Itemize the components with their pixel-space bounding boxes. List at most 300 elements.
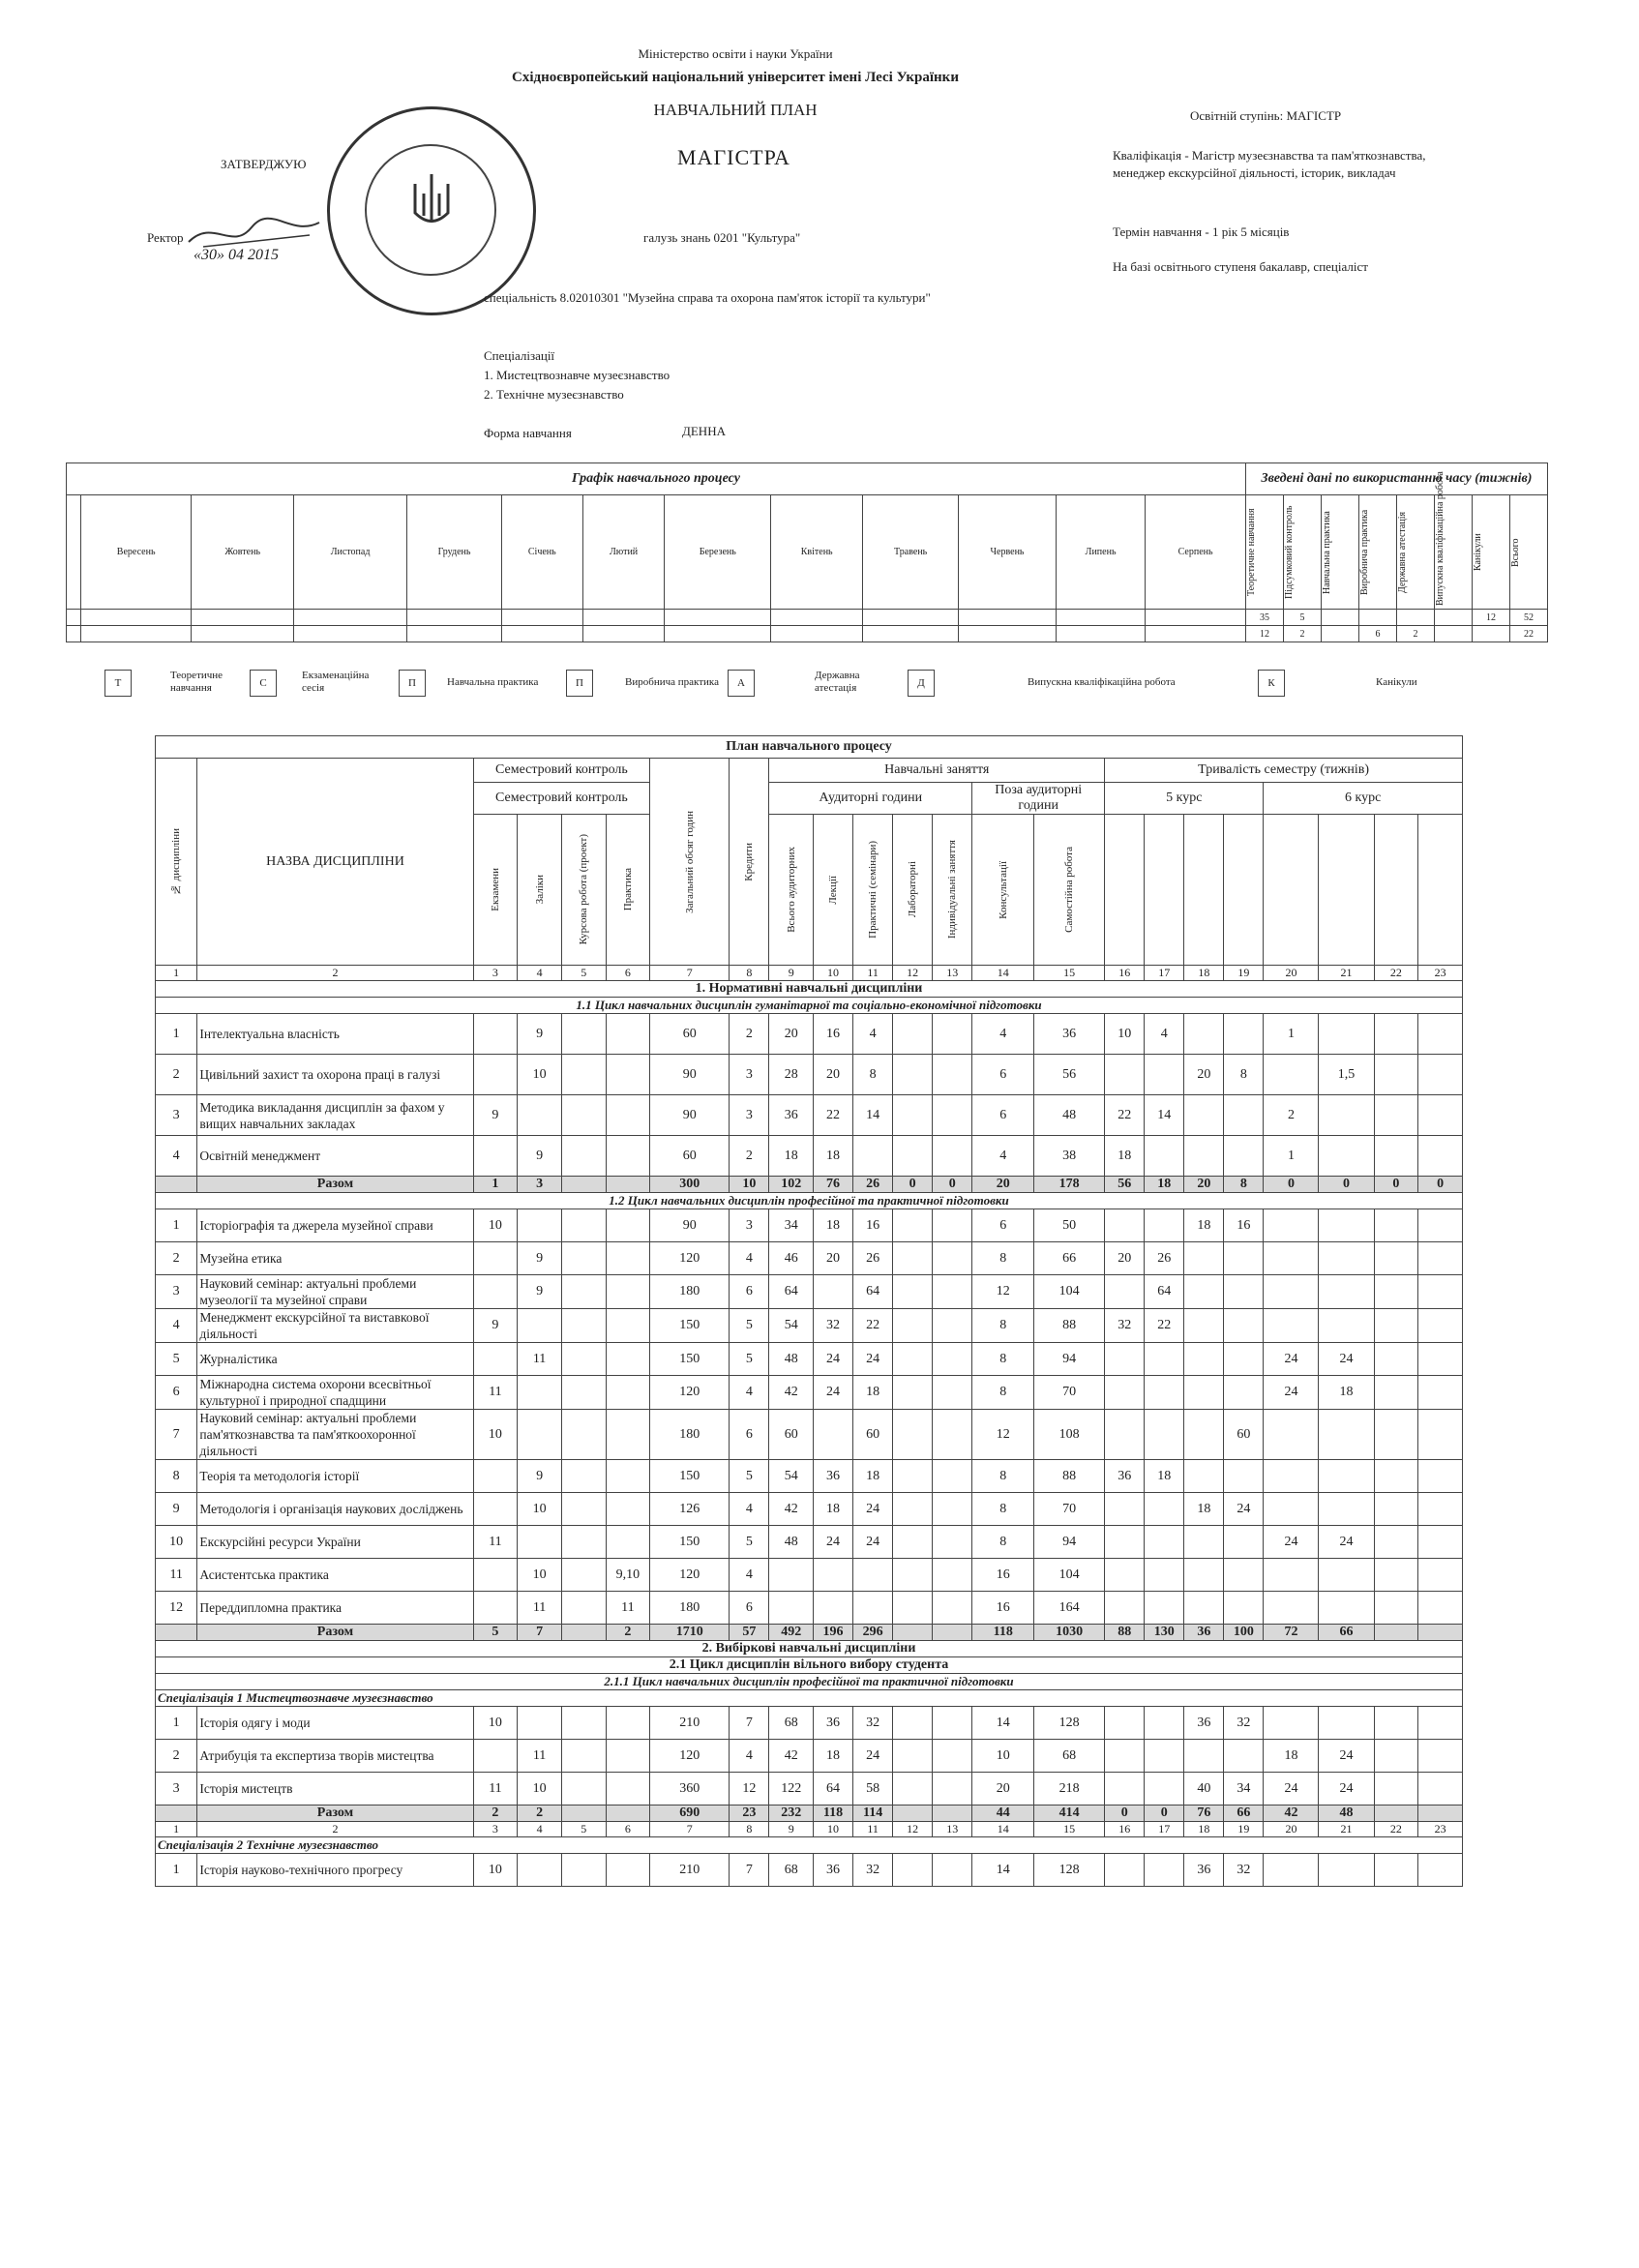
sum-week: 8 — [1224, 1177, 1264, 1193]
cell-ex — [473, 1136, 518, 1177]
cell-ex — [473, 1559, 518, 1592]
column-number: 13 — [933, 1822, 972, 1837]
approval-date: «30» 04 2015 — [194, 247, 279, 263]
column-number: 12 — [893, 1822, 933, 1837]
cell-ind — [933, 1095, 972, 1136]
sum-tot: 690 — [650, 1805, 730, 1822]
cell-s6: 24 — [1319, 1343, 1374, 1376]
cell-sem: 32 — [853, 1707, 893, 1740]
cell-s2: 26 — [1145, 1242, 1184, 1275]
discipline-name: Екскурсійні ресурси України — [197, 1526, 473, 1559]
summary-col-thesis: Випускна кваліфікаційна робота — [1435, 470, 1445, 606]
sum-week: 0 — [1145, 1805, 1184, 1822]
cell-ind — [933, 1773, 972, 1805]
cell-s3 — [1184, 1526, 1224, 1559]
cell-s3 — [1184, 1275, 1224, 1309]
cell-t2 — [1319, 1014, 1374, 1055]
cell-x1 — [1374, 1493, 1418, 1526]
cell-sem: 32 — [853, 1854, 893, 1887]
cell-cw — [561, 1460, 606, 1493]
header-credits: Кредити — [743, 842, 756, 881]
discipline-name: Атрибуція та експертиза творів мистецтва — [197, 1740, 473, 1773]
cell-s5 — [1264, 1559, 1319, 1592]
cell-s4: 24 — [1224, 1493, 1264, 1526]
cell-n: 9 — [156, 1493, 197, 1526]
cell-tot: 60 — [650, 1014, 730, 1055]
cell-x1 — [1374, 1055, 1418, 1095]
cell-s1 — [1105, 1376, 1145, 1410]
cell-n: 5 — [156, 1343, 197, 1376]
specialization-2-title: Спеціалізація 2 Технічне музеєзнавство — [156, 1837, 1463, 1854]
cell-ind — [933, 1740, 972, 1773]
column-number: 2 — [197, 966, 473, 981]
cell-ex — [473, 1460, 518, 1493]
cell-lab — [893, 1773, 933, 1805]
section-1-2-total — [156, 1625, 1463, 1641]
cell-con: 10 — [972, 1740, 1034, 1773]
cell-t1 — [1264, 1055, 1319, 1095]
column-number: 15 — [1034, 966, 1105, 981]
cell-lab — [893, 1055, 933, 1095]
cell-lec: 36 — [814, 1854, 853, 1887]
discipline-name: Цивільний захист та охорона праці в галузі — [197, 1055, 473, 1095]
cell-tot: 180 — [650, 1592, 730, 1625]
cell-con: 14 — [972, 1854, 1034, 1887]
cell-pr — [606, 1014, 650, 1055]
cell-pr — [606, 1740, 650, 1773]
sum-week: 66 — [1319, 1625, 1374, 1641]
table-row — [156, 1343, 1463, 1376]
discipline-name: Міжнародна система охорони всесвітньої культурної і природної спадщини — [197, 1376, 473, 1410]
cell-s3 — [1184, 1242, 1224, 1275]
section-1-2-rows — [156, 1209, 1463, 1625]
cell-s5 — [1264, 1854, 1319, 1887]
table-row — [156, 1275, 1463, 1309]
cell-ind — [933, 1707, 972, 1740]
month-jul: Липень — [1056, 495, 1145, 610]
cell-s1 — [1105, 1055, 1145, 1095]
cell-self: 88 — [1034, 1460, 1105, 1493]
cell-s3 — [1184, 1014, 1224, 1055]
cell-s5 — [1264, 1209, 1319, 1242]
cell-n: 7 — [156, 1410, 197, 1460]
header-audit: Аудиторні години — [769, 783, 972, 815]
table-row — [156, 1740, 1463, 1773]
cell-cr: 6 — [730, 1592, 769, 1625]
header-consult: Консультації — [997, 860, 1009, 919]
cell-x2 — [1418, 1242, 1463, 1275]
cell-t2 — [1319, 1095, 1374, 1136]
cell-lec: 32 — [814, 1309, 853, 1343]
sum-cr: 10 — [730, 1177, 769, 1193]
cell-sem: 24 — [853, 1343, 893, 1376]
column-number: 23 — [1418, 966, 1463, 981]
cell-s4: 32 — [1224, 1707, 1264, 1740]
cell-ind — [933, 1209, 972, 1242]
cell-pr — [606, 1854, 650, 1887]
sum-week: 66 — [1224, 1805, 1264, 1822]
column-number: 16 — [1105, 1822, 1145, 1837]
cell-con: 8 — [972, 1526, 1034, 1559]
column-number: 18 — [1184, 1822, 1224, 1837]
cell-s6 — [1319, 1242, 1374, 1275]
cell-self: 88 — [1034, 1309, 1105, 1343]
sum-week: 72 — [1264, 1625, 1319, 1641]
sum-cell: 6 — [1359, 626, 1397, 642]
cell-x2 — [1418, 1854, 1463, 1887]
field-of-knowledge: галузь знань 0201 "Культура" — [643, 230, 801, 245]
cell-sem: 64 — [853, 1275, 893, 1309]
cell-s3 — [1184, 1095, 1224, 1136]
sum-week: 36 — [1184, 1625, 1224, 1641]
cell-s4 — [1224, 1592, 1264, 1625]
sum-cell: 22 — [1510, 626, 1548, 642]
study-basis: На базі освітнього ступеня бакалавр, спеціаліст — [1113, 259, 1368, 274]
specializations-label: Спеціалізації — [484, 348, 555, 363]
cell-s5 — [1264, 1242, 1319, 1275]
cell-s4 — [1224, 1242, 1264, 1275]
cell-ex — [473, 1740, 518, 1773]
cell-s1 — [1105, 1707, 1145, 1740]
cell-cr: 3 — [730, 1095, 769, 1136]
cell-ex — [473, 1055, 518, 1095]
cell-s4: 8 — [1224, 1055, 1264, 1095]
cell-tot: 150 — [650, 1309, 730, 1343]
cell-t1: 1 — [1264, 1014, 1319, 1055]
cell-n: 1 — [156, 1707, 197, 1740]
specialization-2-rows — [156, 1854, 1463, 1887]
cell-s2: 18 — [1145, 1460, 1184, 1493]
sum-cell — [1359, 610, 1397, 626]
column-number: 23 — [1418, 1822, 1463, 1837]
cell-s4: 16 — [1224, 1209, 1264, 1242]
cell-lec — [814, 1592, 853, 1625]
cell-te — [518, 1309, 562, 1343]
legend-label: Екзаменаційна сесія — [302, 670, 370, 694]
official-stamp — [327, 106, 536, 315]
discipline-name: Асистентська практика — [197, 1559, 473, 1592]
cell-cr: 7 — [730, 1854, 769, 1887]
cell-x2 — [1418, 1559, 1463, 1592]
cell-pr — [606, 1460, 650, 1493]
cell-s5 — [1264, 1592, 1319, 1625]
cell-t1: 2 — [1264, 1095, 1319, 1136]
cell-aud: 28 — [769, 1055, 814, 1095]
specialty-text: спеціальність 8.02010301 "Музейна справа та охорона пам'яток історії та культури" — [484, 290, 931, 305]
cell-te: 11 — [518, 1740, 562, 1773]
cell-x1 — [1374, 1275, 1418, 1309]
cell-ex: 10 — [473, 1209, 518, 1242]
cell-s5: 24 — [1264, 1376, 1319, 1410]
cell-tot: 150 — [650, 1343, 730, 1376]
summary-col-holidays: Канікули — [1473, 533, 1483, 571]
cell-sem — [853, 1136, 893, 1177]
trident-emblem-icon — [407, 169, 456, 237]
table-row — [156, 1410, 1463, 1460]
cell-lec: 18 — [814, 1209, 853, 1242]
sum-cell: 5 — [1284, 610, 1322, 626]
cell-cw — [561, 1055, 606, 1095]
document-title: НАВЧАЛЬНИЙ ПЛАН — [653, 101, 818, 119]
sum-aud: 102 — [769, 1177, 814, 1193]
sum-cell: 52 — [1510, 610, 1548, 626]
cell-sem: 18 — [853, 1460, 893, 1493]
cell-ex — [473, 1343, 518, 1376]
month-may: Травень — [863, 495, 959, 610]
legend-label: Виробнича практика — [625, 676, 719, 688]
cell-con: 6 — [972, 1095, 1034, 1136]
summary-col-theory: Теоретичне навчання — [1246, 508, 1257, 596]
sum-con: 118 — [972, 1625, 1034, 1641]
cell-ind — [933, 1410, 972, 1460]
cell-s2 — [1145, 1707, 1184, 1740]
column-number: 8 — [730, 1822, 769, 1837]
cell-x2 — [1418, 1343, 1463, 1376]
sum-week — [1374, 1625, 1418, 1641]
summary-col-attestation: Державна атестація — [1397, 511, 1408, 593]
section-1-2-title: 1.2 Цикл навчальних дисциплін професійної та практичної підготовки — [156, 1193, 1463, 1209]
column-number: 21 — [1319, 966, 1374, 981]
discipline-name: Менеджмент екскурсійної та виставкової діяльності — [197, 1309, 473, 1343]
cell-self: 48 — [1034, 1095, 1105, 1136]
column-numbers-row — [156, 1822, 1463, 1837]
month-nov: Листопад — [294, 495, 407, 610]
cell-self: 70 — [1034, 1493, 1105, 1526]
cell-con: 8 — [972, 1309, 1034, 1343]
cell-s1 — [1105, 1592, 1145, 1625]
cell-ind — [933, 1592, 972, 1625]
cell-s4 — [1224, 1376, 1264, 1410]
legend-label: Державна атестація — [815, 670, 860, 694]
cell-s6 — [1319, 1309, 1374, 1343]
cell-lab — [893, 1095, 933, 1136]
cell-x2 — [1418, 1493, 1463, 1526]
table-row — [156, 1242, 1463, 1275]
month-feb: Лютий — [582, 495, 665, 610]
cell-lec: 24 — [814, 1526, 853, 1559]
sum-week: 56 — [1105, 1177, 1145, 1193]
cell-pr — [606, 1376, 650, 1410]
table-row — [156, 1209, 1463, 1242]
cell-x1 — [1374, 1773, 1418, 1805]
cell-lab — [893, 1559, 933, 1592]
cell-tot: 210 — [650, 1854, 730, 1887]
sum-week: 20 — [1184, 1177, 1224, 1193]
cell-ind — [933, 1493, 972, 1526]
column-number: 3 — [473, 966, 518, 981]
cell-s3: 18 — [1184, 1493, 1224, 1526]
cell-s2 — [1145, 1343, 1184, 1376]
column-number: 6 — [606, 1822, 650, 1837]
cell-tot: 180 — [650, 1410, 730, 1460]
cell-cw — [561, 1592, 606, 1625]
sum-cw — [561, 1625, 606, 1641]
cell-lec: 24 — [814, 1343, 853, 1376]
cell-con: 14 — [972, 1707, 1034, 1740]
cell-s2 — [1145, 1209, 1184, 1242]
legend-label: Навчальна практика — [447, 676, 539, 688]
sum-cell — [1322, 610, 1359, 626]
cell-tot: 150 — [650, 1526, 730, 1559]
legend-code: П — [566, 670, 593, 697]
cell-con: 4 — [972, 1014, 1034, 1055]
cell-s4 — [1224, 1095, 1264, 1136]
cell-cw — [561, 1773, 606, 1805]
cell-s3 — [1184, 1740, 1224, 1773]
cell-x1 — [1374, 1014, 1418, 1055]
cell-lab — [893, 1014, 933, 1055]
legend-code: К — [1258, 670, 1285, 697]
sum-week: 76 — [1184, 1805, 1224, 1822]
section-1-1-total — [156, 1177, 1463, 1193]
cell-s3: 36 — [1184, 1854, 1224, 1887]
cell-n: 2 — [156, 1242, 197, 1275]
cell-cr: 4 — [730, 1376, 769, 1410]
cell-tot: 90 — [650, 1209, 730, 1242]
column-numbers-row — [156, 966, 1463, 981]
cell-cr: 5 — [730, 1343, 769, 1376]
cell-self: 36 — [1034, 1014, 1105, 1055]
column-number: 9 — [769, 1822, 814, 1837]
cell-s3 — [1184, 1376, 1224, 1410]
course-col — [67, 495, 81, 610]
cell-aud: 34 — [769, 1209, 814, 1242]
sum-lec: 196 — [814, 1625, 853, 1641]
table-row — [156, 1493, 1463, 1526]
cell-n: 4 — [156, 1136, 197, 1177]
cell-con: 8 — [972, 1242, 1034, 1275]
sum-cr: 57 — [730, 1625, 769, 1641]
cell-aud: 42 — [769, 1740, 814, 1773]
cell-sem: 18 — [853, 1376, 893, 1410]
plan-title: План навчального процесу — [156, 736, 1463, 759]
cell-x1 — [1374, 1740, 1418, 1773]
sum-cell — [1473, 626, 1510, 642]
summary-col-total: Всього — [1510, 537, 1521, 567]
cell-s1 — [1105, 1854, 1145, 1887]
column-number: 9 — [769, 966, 814, 981]
sum-pr — [606, 1805, 650, 1822]
cell-con: 8 — [972, 1376, 1034, 1410]
column-number: 16 — [1105, 966, 1145, 981]
column-number: 20 — [1264, 1822, 1319, 1837]
cell-pr — [606, 1410, 650, 1460]
total-label: Разом — [197, 1177, 473, 1193]
cell-self: 38 — [1034, 1136, 1105, 1177]
sum-week: 18 — [1145, 1177, 1184, 1193]
cell-s6 — [1319, 1559, 1374, 1592]
cell-s1 — [1105, 1493, 1145, 1526]
sum-cell: 12 — [1246, 626, 1284, 642]
cell-sem: 4 — [853, 1014, 893, 1055]
cell-s4 — [1224, 1343, 1264, 1376]
cell-pr — [606, 1773, 650, 1805]
discipline-name: Інтелектуальна власність — [197, 1014, 473, 1055]
cell-te — [518, 1526, 562, 1559]
cell-tot: 120 — [650, 1376, 730, 1410]
cell-pr — [606, 1343, 650, 1376]
cell-sem — [853, 1592, 893, 1625]
cell-s4 — [1224, 1275, 1264, 1309]
cell-ex — [473, 1275, 518, 1309]
cell-x1 — [1374, 1592, 1418, 1625]
education-level: Освітній ступінь: МАГІСТР — [1190, 108, 1342, 123]
cell-aud: 68 — [769, 1707, 814, 1740]
cell-te: 9 — [518, 1014, 562, 1055]
cell-pr — [606, 1242, 650, 1275]
cell-s6 — [1319, 1275, 1374, 1309]
cell-s6 — [1319, 1493, 1374, 1526]
cell-x2 — [1418, 1707, 1463, 1740]
table-row — [156, 1309, 1463, 1343]
cell-lec: 20 — [814, 1242, 853, 1275]
discipline-name: Науковий семінар: актуальні проблеми музеології та музейної справи — [197, 1275, 473, 1309]
table-row — [156, 1707, 1463, 1740]
cell-cr: 4 — [730, 1242, 769, 1275]
column-number: 19 — [1224, 1822, 1264, 1837]
cell-x2 — [1418, 1376, 1463, 1410]
cell-pr — [606, 1526, 650, 1559]
cell-ind — [933, 1055, 972, 1095]
cell-s4: 34 — [1224, 1773, 1264, 1805]
sum-te: 2 — [518, 1805, 562, 1822]
column-number: 17 — [1145, 1822, 1184, 1837]
cell-s6 — [1319, 1707, 1374, 1740]
cell-self: 94 — [1034, 1526, 1105, 1559]
cell-ind — [933, 1242, 972, 1275]
cell-x2 — [1418, 1275, 1463, 1309]
cell-te: 9 — [518, 1242, 562, 1275]
cell-s4 — [1224, 1136, 1264, 1177]
sum-cell: 12 — [1473, 610, 1510, 626]
table-row — [156, 1136, 1463, 1177]
sum-week — [1418, 1625, 1463, 1641]
cell-cr: 6 — [730, 1410, 769, 1460]
sum-lab: 0 — [893, 1177, 933, 1193]
cell-sem: 26 — [853, 1242, 893, 1275]
sum-week: 130 — [1145, 1625, 1184, 1641]
cell-cr: 4 — [730, 1559, 769, 1592]
cell-cw — [561, 1343, 606, 1376]
table-row — [156, 1526, 1463, 1559]
legend-code: Т — [104, 670, 132, 697]
cell-ind — [933, 1343, 972, 1376]
cell-s2 — [1145, 1773, 1184, 1805]
cell-te — [518, 1410, 562, 1460]
cell-s5 — [1264, 1410, 1319, 1460]
cell-x1 — [1374, 1410, 1418, 1460]
cell-s4 — [1224, 1526, 1264, 1559]
cell-ind — [933, 1376, 972, 1410]
column-number: 1 — [156, 1822, 197, 1837]
cell-con: 16 — [972, 1559, 1034, 1592]
cell-cw — [561, 1014, 606, 1055]
cell-tot: 150 — [650, 1460, 730, 1493]
column-number: 4 — [518, 1822, 562, 1837]
cell-s3 — [1184, 1309, 1224, 1343]
cell-con: 8 — [972, 1343, 1034, 1376]
cell-aud: 54 — [769, 1309, 814, 1343]
cell-lec — [814, 1559, 853, 1592]
cell-pr — [606, 1095, 650, 1136]
cell-s3 — [1184, 1592, 1224, 1625]
summary-col-edu-practice: Навчальна практика — [1322, 510, 1332, 594]
table-row — [156, 1592, 1463, 1625]
cell-lab — [893, 1209, 933, 1242]
cell-lec: 36 — [814, 1460, 853, 1493]
cell-s1: 22 — [1105, 1095, 1145, 1136]
sum-week — [1418, 1805, 1463, 1822]
